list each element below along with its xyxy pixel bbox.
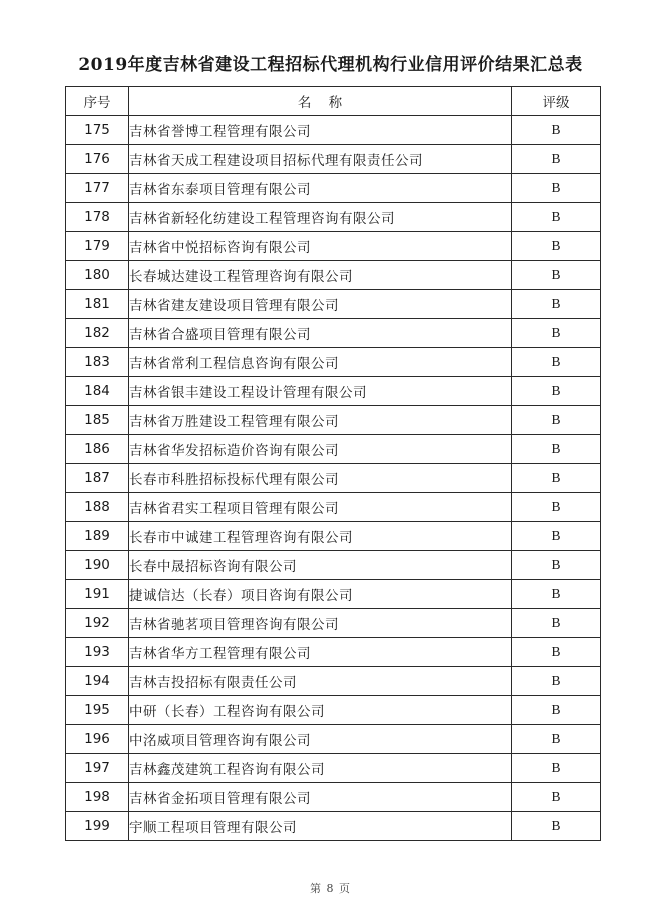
row-serial-number: 188 (66, 493, 129, 522)
row-grade: B (512, 435, 601, 464)
table-row (66, 116, 601, 145)
row-company-name: 长春中晟招标咨询有限公司 (129, 551, 512, 580)
row-grade: B (512, 145, 601, 174)
row-grade: B (512, 406, 601, 435)
row-grade: B (512, 609, 601, 638)
row-grade: B (512, 783, 601, 812)
row-company-name: 长春市中诚建工程管理咨询有限公司 (129, 522, 512, 551)
table-row (66, 406, 601, 435)
row-grade: B (512, 522, 601, 551)
row-company-name: 吉林省驰茗项目管理咨询有限公司 (129, 609, 512, 638)
row-serial-number: 195 (66, 696, 129, 725)
row-company-name: 长春市科胜招标投标代理有限公司 (129, 464, 512, 493)
row-company-name: 宇顺工程项目管理有限公司 (129, 812, 512, 841)
row-serial-number: 175 (66, 116, 129, 145)
row-company-name: 吉林省常利工程信息咨询有限公司 (129, 348, 512, 377)
row-serial-number: 179 (66, 232, 129, 261)
row-serial-number: 193 (66, 638, 129, 667)
table-row (66, 725, 601, 754)
row-grade: B (512, 725, 601, 754)
row-serial-number: 198 (66, 783, 129, 812)
table-row (66, 696, 601, 725)
row-company-name: 中洺威项目管理咨询有限公司 (129, 725, 512, 754)
row-company-name: 吉林省新轻化纺建设工程管理咨询有限公司 (129, 203, 512, 232)
row-serial-number: 191 (66, 580, 129, 609)
row-company-name: 吉林省华发招标造价咨询有限公司 (129, 435, 512, 464)
table-row (66, 377, 601, 406)
row-serial-number: 181 (66, 290, 129, 319)
row-grade: B (512, 174, 601, 203)
row-grade: B (512, 319, 601, 348)
table-row (66, 551, 601, 580)
row-serial-number: 187 (66, 464, 129, 493)
table-row (66, 145, 601, 174)
row-company-name: 吉林省金拓项目管理有限公司 (129, 783, 512, 812)
row-company-name: 吉林省誉博工程管理有限公司 (129, 116, 512, 145)
table-row (66, 203, 601, 232)
table-row (66, 783, 601, 812)
row-serial-number: 189 (66, 522, 129, 551)
row-company-name: 吉林省建友建设项目管理有限公司 (129, 290, 512, 319)
row-grade: B (512, 203, 601, 232)
row-serial-number: 183 (66, 348, 129, 377)
table-row (66, 174, 601, 203)
row-serial-number: 186 (66, 435, 129, 464)
row-grade: B (512, 551, 601, 580)
row-serial-number: 177 (66, 174, 129, 203)
document-title: 2019年度吉林省建设工程招标代理机构行业信用评价结果汇总表 (78, 55, 583, 75)
row-grade: B (512, 580, 601, 609)
header-grade: 评级 (512, 87, 601, 116)
row-serial-number: 199 (66, 812, 129, 841)
row-serial-number: 190 (66, 551, 129, 580)
table-row (66, 638, 601, 667)
row-company-name: 吉林鑫茂建筑工程咨询有限公司 (129, 754, 512, 783)
table-header-row (66, 87, 601, 116)
row-serial-number: 192 (66, 609, 129, 638)
row-company-name: 吉林省中悦招标咨询有限公司 (129, 232, 512, 261)
table-row (66, 435, 601, 464)
row-grade: B (512, 261, 601, 290)
table-row (66, 232, 601, 261)
row-company-name: 吉林省东泰项目管理有限公司 (129, 174, 512, 203)
table-body (66, 116, 601, 841)
row-company-name: 吉林吉投招标有限责任公司 (129, 667, 512, 696)
row-company-name: 吉林省万胜建设工程管理有限公司 (129, 406, 512, 435)
row-company-name: 吉林省合盛项目管理有限公司 (129, 319, 512, 348)
table-row (66, 290, 601, 319)
table-row (66, 522, 601, 551)
row-grade: B (512, 638, 601, 667)
rating-table (65, 86, 601, 841)
row-serial-number: 194 (66, 667, 129, 696)
row-grade: B (512, 667, 601, 696)
row-company-name: 吉林省君实工程项目管理有限公司 (129, 493, 512, 522)
row-grade: B (512, 754, 601, 783)
row-serial-number: 184 (66, 377, 129, 406)
table-row (66, 667, 601, 696)
row-company-name: 捷诚信达（长春）项目咨询有限公司 (129, 580, 512, 609)
header-serial-number: 序号 (66, 87, 129, 116)
row-company-name: 吉林省华方工程管理有限公司 (129, 638, 512, 667)
row-grade: B (512, 812, 601, 841)
table-row (66, 464, 601, 493)
row-serial-number: 176 (66, 145, 129, 174)
row-grade: B (512, 464, 601, 493)
row-company-name: 中研（长春）工程咨询有限公司 (129, 696, 512, 725)
table-row (66, 754, 601, 783)
table-row (66, 348, 601, 377)
row-grade: B (512, 290, 601, 319)
row-serial-number: 185 (66, 406, 129, 435)
row-grade: B (512, 232, 601, 261)
table-row (66, 609, 601, 638)
row-serial-number: 182 (66, 319, 129, 348)
table-row (66, 319, 601, 348)
row-company-name: 吉林省银丰建设工程设计管理有限公司 (129, 377, 512, 406)
row-company-name: 长春城达建设工程管理咨询有限公司 (129, 261, 512, 290)
row-grade: B (512, 696, 601, 725)
row-grade: B (512, 377, 601, 406)
row-serial-number: 197 (66, 754, 129, 783)
header-name: 名 称 (129, 87, 512, 116)
row-serial-number: 180 (66, 261, 129, 290)
page-number: 第 8 页 (310, 882, 351, 895)
row-grade: B (512, 493, 601, 522)
row-company-name: 吉林省天成工程建设项目招标代理有限责任公司 (129, 145, 512, 174)
row-serial-number: 196 (66, 725, 129, 754)
row-grade: B (512, 348, 601, 377)
table-row (66, 493, 601, 522)
table-row (66, 261, 601, 290)
row-grade: B (512, 116, 601, 145)
table-row (66, 580, 601, 609)
table-row (66, 812, 601, 841)
row-serial-number: 178 (66, 203, 129, 232)
